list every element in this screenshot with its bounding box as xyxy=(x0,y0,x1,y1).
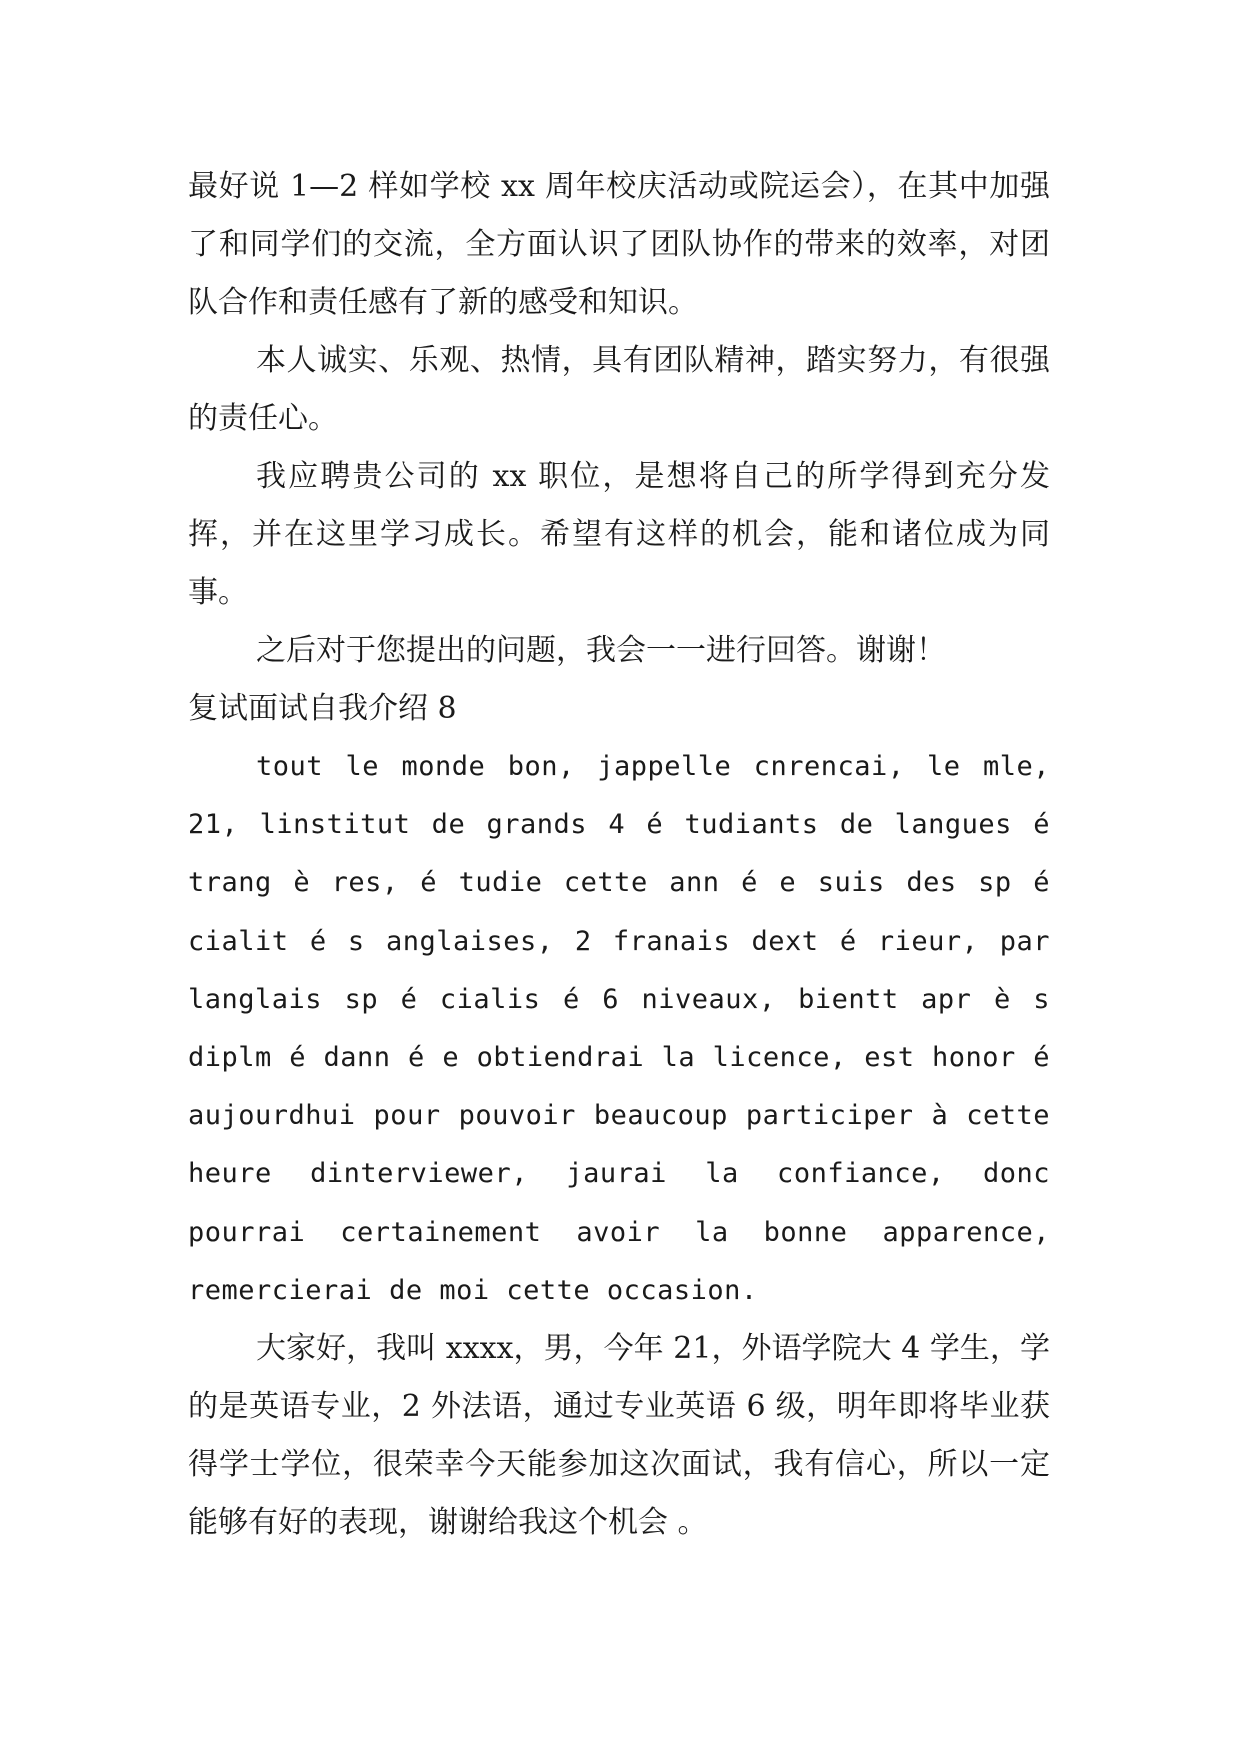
document-body xyxy=(188,158,1050,1552)
paragraph-application: 我应聘贵公司的 xx 职位，是想将自己的所学得到充分发挥，并在这里学习成长。希望有这样的机会，能和诸位成为同事。 xyxy=(188,459,1050,610)
paragraph-french-intro: tout le monde bon, jappelle cnrencai, le mle, 21, linstitut de grands 4 é tudiants de langues é trang è res, é tudie cette ann é e suis des sp é cialit é s anglaises, 2 franais dext é rieur, par langlais sp é cialis é 6 niveaux, bientt apr è s diplm é dann é e obtiendrai la licence, est honor é aujourdhui pour pouvoir beaucoup participer à cette heure dinterviewer, jaurai la confiance, donc pourrai certainement avoir la bonne apparence, remercierai de moi cette occasion. xyxy=(188,751,1050,1306)
paragraph-personality: 本人诚实、乐观、热情，具有团队精神，踏实努力，有很强的责任心。 xyxy=(188,343,1050,436)
paragraph-chinese-intro: 大家好，我叫 xxxx，男，今年 21，外语学院大 4 学生，学的是英语专业，2 外法语，通过专业英语 6 级，明年即将毕业获得学士学位，很荣幸今天能参加这次面试，我有信心，所以一定能够有好的表现，谢谢给我这个机会 。 xyxy=(188,1331,1050,1541)
section-heading: 复试面试自我介绍 8 xyxy=(188,691,457,726)
paragraph-answer-questions: 之后对于您提出的问题，我会一一进行回答。谢谢！ xyxy=(256,633,946,668)
paragraph-team-activity: 最好说 1—2 样如学校 xx 周年校庆活动或院运会），在其中加强了和同学们的交流，全方面认识了团队协作的带来的效率，对团队合作和责任感有了新的感受和知识。 xyxy=(188,169,1050,320)
